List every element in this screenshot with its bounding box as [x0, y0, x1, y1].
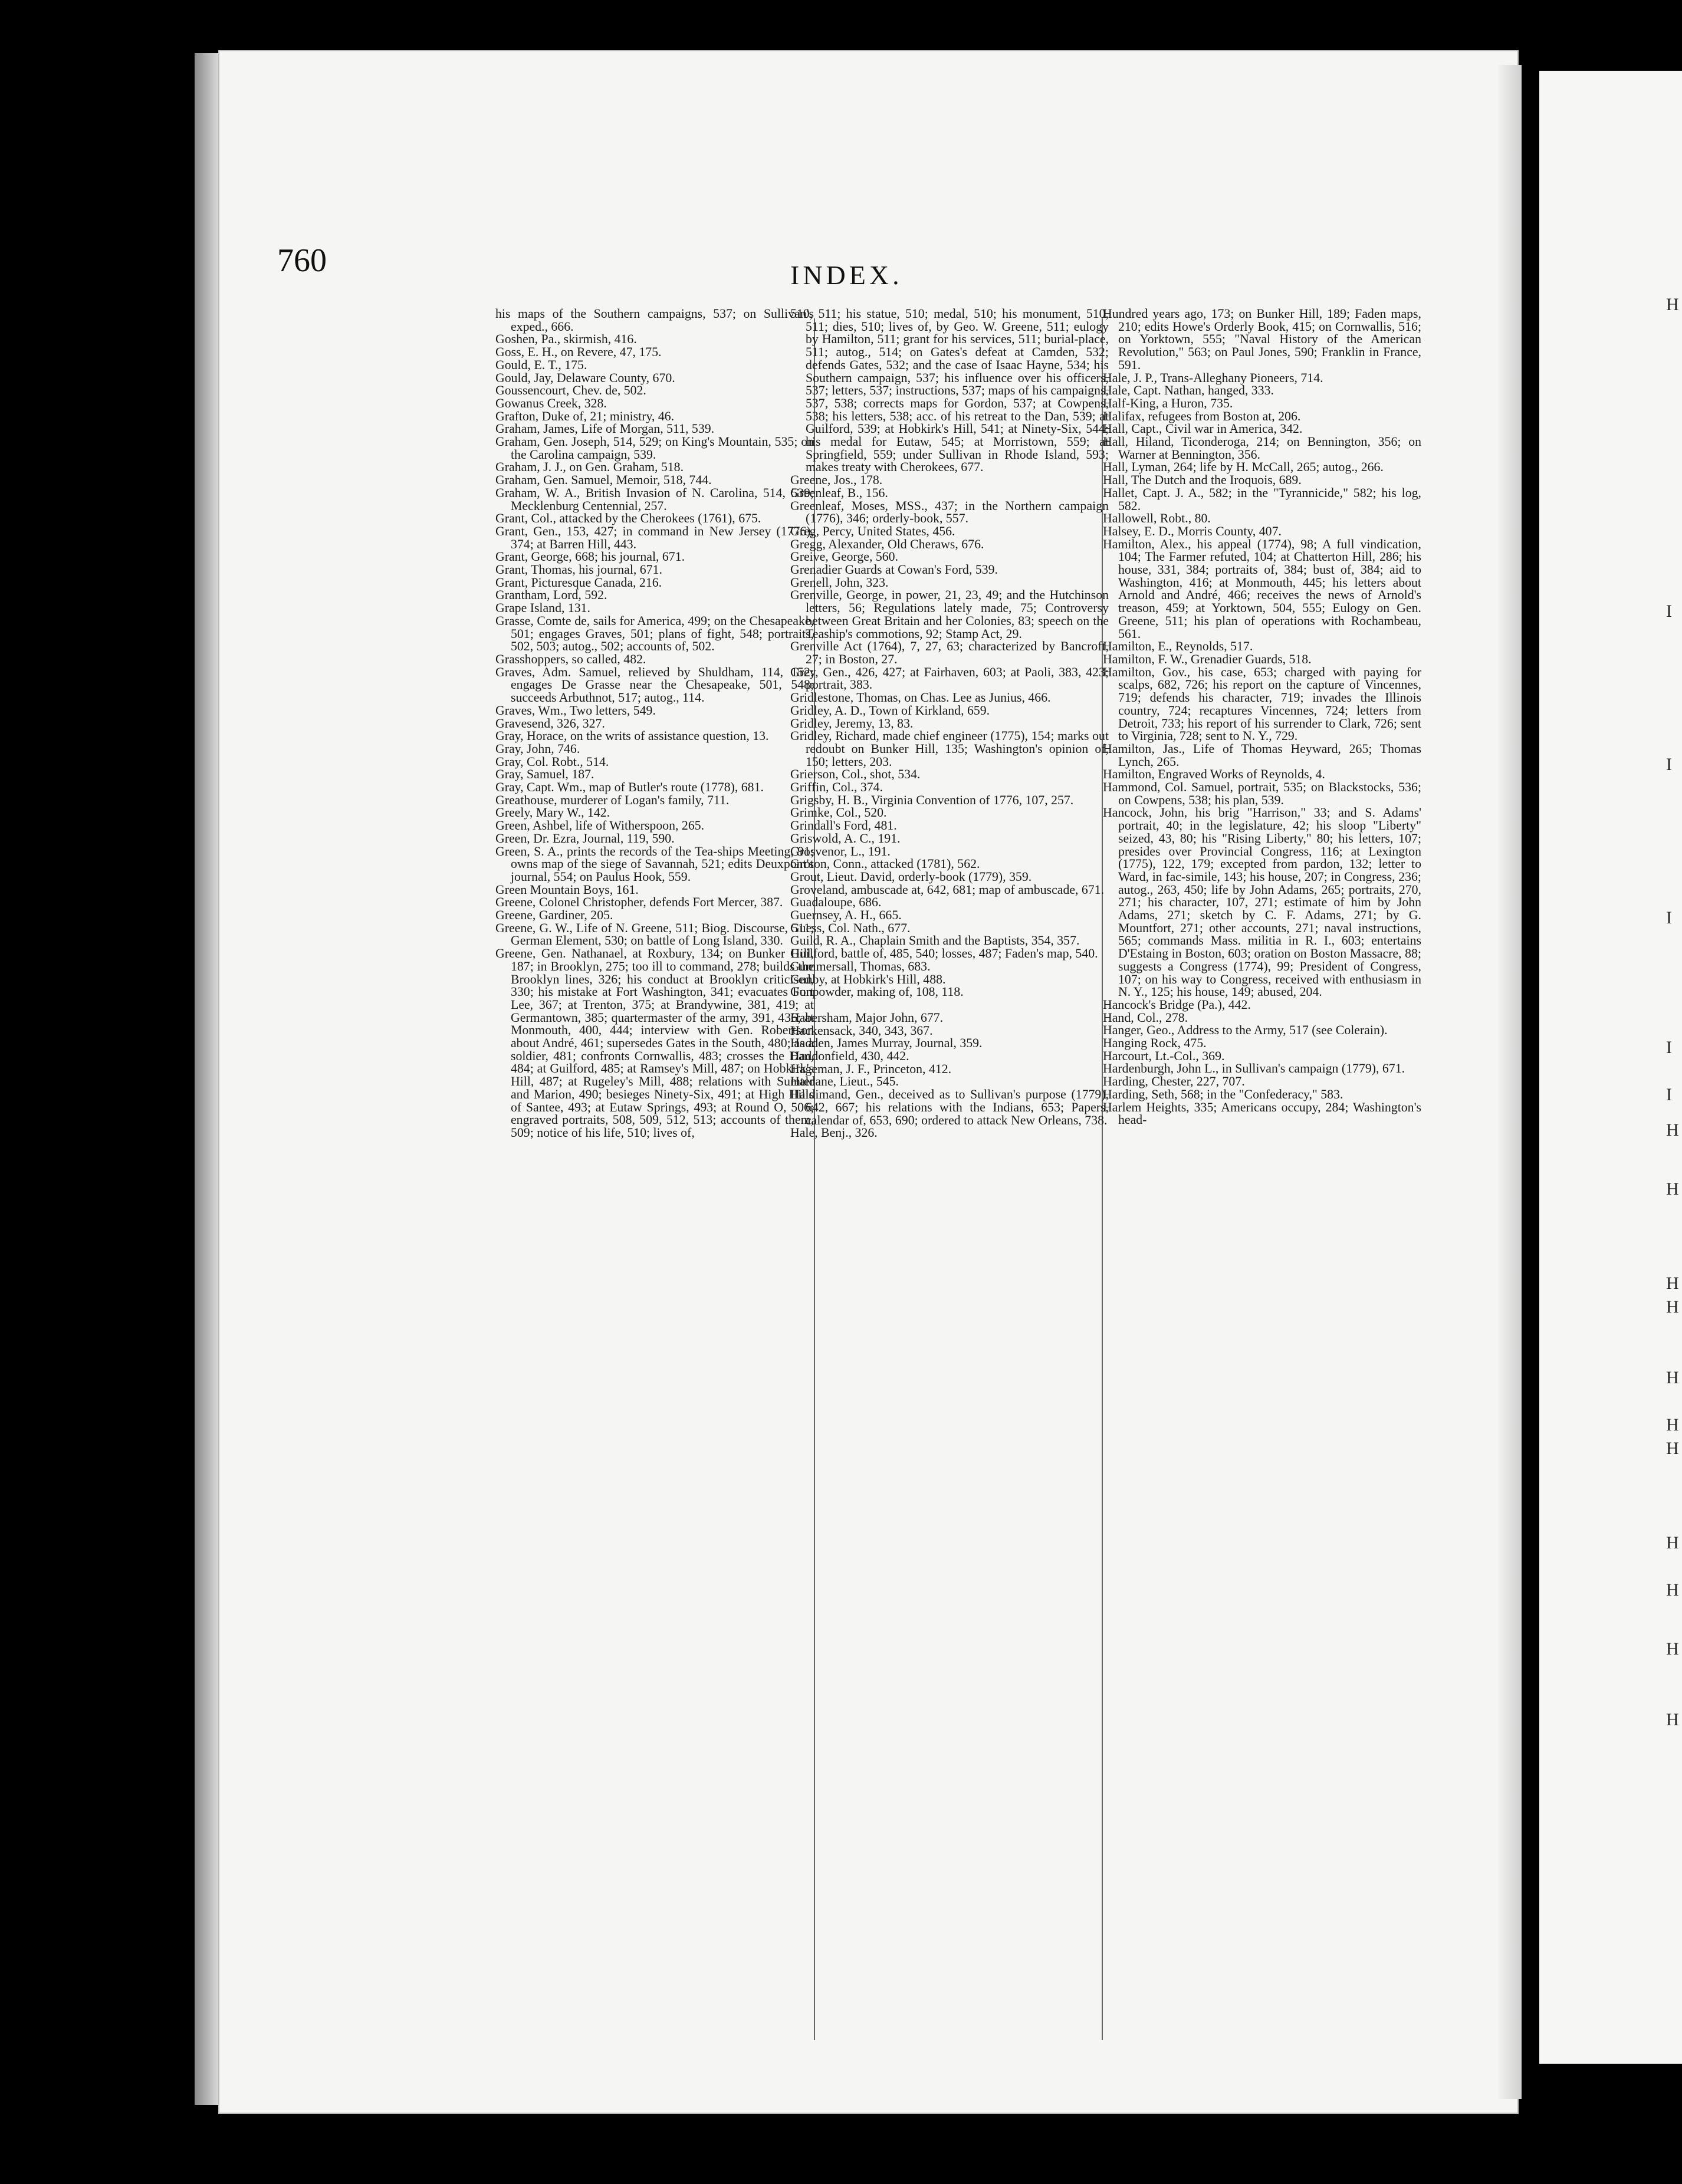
index-entry: Hageman, J. F., Princeton, 412. — [790, 1061, 952, 1076]
facing-page-fragment: I — [1666, 601, 1672, 621]
index-entry: Hale, Benj., 326. — [790, 1126, 878, 1140]
facing-page-fragment: I — [1666, 908, 1672, 927]
index-entry: Greive, George, 560. — [790, 550, 898, 564]
index-entry: Graham, W. A., British Invasion of N. Carolina, 514, 539; Mecklenburg Centennial, 257. — [495, 485, 814, 513]
index-entry: Guadaloupe, 686. — [790, 895, 882, 910]
index-entry: Hall, Hiland, Ticonderoga, 214; on Bennington, 356; on Warner at Bennington, 356. — [1103, 435, 1421, 462]
index-entry: Gregg, Alexander, Old Cheraws, 676. — [790, 537, 984, 551]
index-entry: Griffin, Col., 374. — [790, 780, 883, 795]
facing-page-fragment: H — [1666, 1533, 1679, 1553]
index-entry: Green, Dr. Ezra, Journal, 119, 590. — [495, 831, 675, 846]
index-entry: Hallowell, Robt., 80. — [1103, 511, 1211, 526]
index-entry: Graham, J. J., on Gen. Graham, 518. — [495, 460, 684, 475]
index-entry: Gridlestone, Thomas, on Chas. Lee as Junius, 466. — [790, 690, 1051, 705]
index-entry: Haldimand, Gen., deceived as to Sullivan's purpose (1779), 642, 667; his relations with the Indians, 653; Papers, calendar of, 653, 690; ordered to attack New Orleans, 738. — [790, 1087, 1109, 1127]
index-entry: Greene, Jos., 178. — [790, 473, 883, 488]
index-entry: Gowanus Creek, 328. — [495, 396, 607, 410]
index-entry: Hale, J. P., Trans-Alleghany Pioneers, 714. — [1103, 370, 1323, 385]
index-entry: his maps of the Southern campaigns, 537; on Sullivan's exped., 666. — [495, 307, 814, 334]
index-entry: Hale, Capt. Nathan, hanged, 333. — [1103, 383, 1274, 398]
index-entry: Hamilton, Engraved Works of Reynolds, 4. — [1103, 767, 1325, 782]
index-entry: Grenadier Guards at Cowan's Ford, 539. — [790, 563, 998, 577]
index-entry: Grant, Thomas, his journal, 671. — [495, 563, 662, 577]
index-entry: Gray, Capt. Wm., map of Butler's route (1778), 681. — [495, 780, 764, 795]
facing-page-fragment: H — [1666, 1639, 1679, 1659]
index-column-2 — [790, 308, 1109, 1140]
facing-page-fragment: H — [1666, 1368, 1679, 1387]
index-entry: Grasse, Comte de, sails for America, 499; on the Chesapeake, 501; engages Graves, 501; plans of fight, 548; portraits, 502, 503; autog., 502; accounts of, 502. — [495, 613, 814, 654]
index-entry: Hall, The Dutch and the Iroquois, 689. — [1103, 473, 1302, 488]
index-entry: Hadden, James Murray, Journal, 359. — [790, 1036, 983, 1051]
index-entry: Grant, Col., attacked by the Cherokees (1761), 675. — [495, 511, 761, 526]
index-entry: Guilford, battle of, 485, 540; losses, 487; Faden's map, 540. — [790, 946, 1098, 961]
index-entry: Griswold, A. C., 191. — [790, 831, 901, 846]
facing-page-fragment: H — [1666, 1120, 1679, 1140]
index-entry: Grenville, George, in power, 21, 23, 49; and the Hutchinson letters, 56; Regulations lately made, 75; Controversy between Great Britain and her Colonies, 83; speech on the Teaship's commotions, 92; Stamp Act, 29. — [790, 588, 1109, 641]
index-entry: Grant, Gen., 153, 427; in command in New Jersey (1776), 374; at Barren Hill, 443. — [495, 524, 814, 551]
index-column-3 — [1103, 308, 1421, 1127]
index-entry: Grosvenor, L., 191. — [790, 844, 891, 859]
index-entry: Gould, Jay, Delaware County, 670. — [495, 370, 675, 385]
index-entry: Gunby, at Hobkirk's Hill, 488. — [790, 972, 946, 986]
index-entry: Hall, Lyman, 264; life by H. McCall, 265; autog., 266. — [1103, 460, 1384, 475]
index-entry: Grigsby, H. B., Virginia Convention of 1776, 107, 257. — [790, 792, 1074, 807]
index-entry: Grafton, Duke of, 21; ministry, 46. — [495, 409, 675, 423]
index-entry: Greenleaf, B., 156. — [790, 485, 888, 500]
index-entry: Guild, R. A., Chaplain Smith and the Baptists, 354, 357. — [790, 933, 1080, 948]
index-entry: Grey, Gen., 426, 427; at Fairhaven, 603; at Paoli, 383, 423; portrait, 383. — [790, 665, 1109, 692]
index-entry: Guess, Col. Nath., 677. — [790, 920, 911, 935]
index-entry: Habersham, Major John, 677. — [790, 1010, 944, 1025]
index-entry: Grenville Act (1764), 7, 27, 63; characterized by Bancroft, 27; in Boston, 27. — [790, 639, 1109, 666]
index-entry: Grape Island, 131. — [495, 601, 591, 616]
facing-page-fragment: H — [1666, 1274, 1679, 1293]
index-entry: Gridley, Jeremy, 13, 83. — [790, 716, 914, 731]
index-entry: Graham, Gen. Joseph, 514, 529; on King's Mountain, 535; on the Carolina campaign, 539. — [495, 435, 814, 462]
index-entry: Grasshoppers, so called, 482. — [495, 652, 646, 666]
index-entry: Hallet, Capt. J. A., 582; in the "Tyrannicide," 582; his log, 582. — [1103, 485, 1421, 513]
index-entry: Halsey, E. D., Morris County, 407. — [1103, 524, 1282, 538]
index-entry: Guernsey, A. H., 665. — [790, 908, 902, 923]
index-entry: Grant, Picturesque Canada, 216. — [495, 575, 662, 590]
index-entry: Haldane, Lieut., 545. — [790, 1074, 899, 1089]
facing-page-fragment: H — [1666, 1415, 1679, 1435]
index-entry: Graham, Gen. Samuel, Memoir, 518, 744. — [495, 473, 712, 488]
index-entry: Green Mountain Boys, 161. — [495, 882, 639, 897]
index-entry: Gummersall, Thomas, 683. — [790, 959, 931, 973]
index-entry: Harding, Seth, 568; in the "Confederacy," 583. — [1103, 1087, 1343, 1101]
index-entry: Graham, James, Life of Morgan, 511, 539. — [495, 422, 715, 436]
index-entry: Hundred years ago, 173; on Bunker Hill, 189; Faden maps, 210; edits Howe's Orderly Book, 415; on Cornwallis, 516; on Yorktown, 555; "Naval History of the American Revolution," 563; on Paul Jones, 590; Franklin in France, 591. — [1103, 307, 1421, 372]
index-entry: Gould, E. T., 175. — [495, 357, 587, 372]
index-entry: Grant, George, 668; his journal, 671. — [495, 550, 685, 564]
facing-page-fragment: H — [1666, 1580, 1679, 1600]
index-entry: Greg, Percy, United States, 456. — [790, 524, 955, 538]
index-entry: Hamilton, Alex., his appeal (1774), 98; A full vindication, 104; The Farmer refuted, 104; at Chatterton Hill, 286; his house, 331, 384; portraits of, 384; bust of, 384; aid to Washington, 416; at Monmouth, 445; his letters about Arnold and André, 466; receives the news of Arnold's treason, 459; at Yorktown, 504, 555; Eulogy on Gen. Greene, 511; his plan of operations with Rochambeau, 561. — [1103, 537, 1421, 641]
page-edge — [1498, 65, 1522, 2099]
index-entry: Grimke, Col., 520. — [790, 805, 887, 820]
index-entry: Half-King, a Huron, 735. — [1103, 396, 1233, 410]
facing-page-fragment: I — [1666, 1085, 1672, 1104]
index-entry: Hammond, Col. Samuel, portrait, 535; on Blackstocks, 536; on Cowpens, 538; his plan, 539. — [1103, 780, 1421, 807]
letter-gap — [790, 999, 1109, 1012]
index-entry: Haddonfield, 430, 442. — [790, 1049, 909, 1064]
index-entry: Gray, Samuel, 187. — [495, 767, 594, 782]
index-entry: Hanging Rock, 475. — [1103, 1036, 1207, 1051]
index-entry: Greene, G. W., Life of N. Greene, 511; Biog. Discourse, 511; German Element, 530; on battle of Long Island, 330. — [495, 920, 814, 948]
index-entry: Gray, Horace, on the writs of assistance question, 13. — [495, 729, 769, 744]
index-entry: Hamilton, Jas., Life of Thomas Heyward, 265; Thomas Lynch, 265. — [1103, 741, 1421, 769]
index-entry: Harlem Heights, 335; Americans occupy, 284; Washington's head- — [1103, 1100, 1421, 1127]
index-entry: Gray, John, 746. — [495, 741, 580, 756]
index-entry: Hanger, Geo., Address to the Army, 517 (see Colerain). — [1103, 1023, 1388, 1038]
index-entry: Grout, Lieut. David, orderly-book (1779), 359. — [790, 869, 1032, 884]
index-entry: Hamilton, E., Reynolds, 517. — [1103, 639, 1253, 654]
index-entry: Groton, Conn., attacked (1781), 562. — [790, 857, 980, 871]
facing-page-fragment: H — [1666, 295, 1679, 314]
index-entry: Green, S. A., prints the records of the Tea-ships Meeting, 91; owns map of the siege of Savannah, 521; edits Deuxpont's journal, 554; on Paulus Hook, 559. — [495, 844, 814, 884]
index-entry: 510, 511; his statue, 510; medal, 510; his monument, 510, 511; dies, 510; lives of, by Geo. W. Greene, 511; eulogy by Hamilton, 511; grant for his services, 511; burial-place, 511; autog., 514; on Gates's defeat at Camden, 532; defends Gates, 532; and the case of Isaac Hayne, 534; his Southern campaign, 537; his influence over his officers, 537; letters, 537; instructions, 537; maps of his campaigns, 537, 538; corrects maps for Gordon, 537; at Cowpens, 538; his letters, 538; acc. of his retreat to the Dan, 539; at Guilford, 539; at Hobkirk's Hill, 541; at Ninety-Six, 544; his medal for Eutaw, 545; at Morristown, 559; at Springfield, 559; under Sullivan in Rhode Island, 593; makes treaty with Cherokees, 677. — [790, 307, 1109, 475]
index-entry: Hand, Col., 278. — [1103, 1010, 1188, 1025]
page-number: 760 — [277, 242, 327, 279]
index-entry: Gray, Col. Robt., 514. — [495, 754, 609, 769]
index-entry: Gravesend, 326, 327. — [495, 716, 605, 731]
facing-page-fragment: H — [1666, 1439, 1679, 1458]
index-entry: Greene, Colonel Christopher, defends Fort Mercer, 387. — [495, 895, 783, 910]
index-entry: Goussencourt, Chev. de, 502. — [495, 383, 646, 398]
index-entry: Goshen, Pa., skirmish, 416. — [495, 332, 637, 347]
index-entry: Gridley, A. D., Town of Kirkland, 659. — [790, 703, 990, 718]
index-entry: Greene, Gardiner, 205. — [495, 908, 613, 923]
index-entry: Grindall's Ford, 481. — [790, 818, 897, 833]
index-entry: Hall, Capt., Civil war in America, 342. — [1103, 422, 1303, 436]
index-entry: Grenell, John, 323. — [790, 575, 889, 590]
running-head: INDEX. — [790, 260, 903, 290]
index-entry: Graves, Wm., Two letters, 549. — [495, 703, 656, 718]
index-entry: Hardenburgh, John L., in Sullivan's campaign (1779), 671. — [1103, 1061, 1405, 1076]
index-entry: Greely, Mary W., 142. — [495, 805, 610, 820]
facing-page-fragment: H — [1666, 1179, 1679, 1199]
index-entry: Hamilton, F. W., Grenadier Guards, 518. — [1103, 652, 1312, 666]
index-entry: Groveland, ambuscade at, 642, 681; map of ambuscade, 671. — [790, 882, 1105, 897]
index-entry: Grantham, Lord, 592. — [495, 588, 607, 603]
index-entry: Graves, Adm. Samuel, relieved by Shuldham, 114, 152; engages De Grasse near the Chesapeake, 501, 548; succeeds Arbuthnot, 517; autog., 114. — [495, 665, 814, 705]
index-entry: Hancock's Bridge (Pa.), 442. — [1103, 997, 1251, 1012]
index-entry: Goss, E. H., on Revere, 47, 175. — [495, 345, 662, 360]
index-entry: Hancock, John, his brig "Harrison," 33; and S. Adams' portrait, 40; in the legislature, 42; his sloop "Liberty" seized, 43, 80; his "Rising Liberty," 80; his letters, 107; presides over Provincial Congress, 116; at Lexington (1775), 122, 179; excepted from pardon, 132; letter to Ward, in fac-simile, 143; his house, 207; in Congress, 236; autog., 263, 450; life by John Adams, 265; portraits, 270, 271; his character, 107, 271; estimate of him by John Adams, 271; sketch by C. F. Adams, 271; by G. Mountfort, 271; other accounts, 271; naval instructions, 565; commands Mass. militia in R. I., 603; entertains D'Estaing in Boston, 603; oration on Boston Massacre, 88; suggests a Congress (1774), 99; President of Congress, 107; on his way to Congress, received with enthusiasm in N. Y., 125; his house, 149; abused, 204. — [1103, 805, 1421, 999]
facing-page-fragment: I — [1666, 1038, 1672, 1057]
facing-page-fragment: H — [1666, 1297, 1679, 1317]
index-entry: Harding, Chester, 227, 707. — [1103, 1074, 1245, 1089]
book-spine — [195, 53, 218, 2105]
index-entry: Grierson, Col., shot, 534. — [790, 767, 921, 782]
index-entry: Greene, Gen. Nathanael, at Roxbury, 134; on Bunker Hill, 187; in Brooklyn, 275; too ill to command, 278; builds the Brooklyn lines, 326; his conduct at Brooklyn criticised, 330; his mistake at Fort Washington, 341; evacuates Fort Lee, 367; at Trenton, 375; at Brandywine, 381, 419; at Germantown, 385; quartermaster of the army, 391, 436; at Monmouth, 400, 444; interview with Gen. Robertson about André, 461; supersedes Gates in the South, 480; as a soldier, 481; confronts Cornwallis, 483; crosses the Dan, 484; at Guilford, 485; at Ramsey's Mill, 487; on Hobkirk's Hill, 487; at Rugeley's Mill, 488; relations with Sumter and Marion, 490; besieges Ninety-Six, 491; at High Hills of Santee, 493; at Eutaw Springs, 493; at Round O, 506; engraved portraits, 508, 509, 512, 513; accounts of them, 509; notice of his life, 510; lives of, — [495, 946, 814, 1140]
facing-page-fragment: H — [1666, 1710, 1679, 1729]
index-entry: Harcourt, Lt.-Col., 369. — [1103, 1048, 1225, 1063]
index-entry: Gridley, Richard, made chief engineer (1775), 154; marks out redoubt on Bunker Hill, 135; Washington's opinion of, 150; letters, 203. — [790, 729, 1109, 769]
index-entry: Hackensack, 340, 343, 367. — [790, 1023, 933, 1038]
facing-page-fragment: I — [1666, 755, 1672, 774]
index-entry: Greenleaf, Moses, MSS., 437; in the Northern campaign (1776), 346; orderly-book, 557. — [790, 498, 1109, 526]
index-entry: Greathouse, murderer of Logan's family, 711. — [495, 792, 730, 807]
index-entry: Green, Ashbel, life of Witherspoon, 265. — [495, 818, 705, 833]
index-column-1 — [495, 308, 814, 1140]
index-entry: Halifax, refugees from Boston at, 206. — [1103, 409, 1301, 423]
index-entry: Hamilton, Gov., his case, 653; charged with paying for scalps, 682, 726; his report on the capture of Vincennes, 719; defends his character, 719; invades the Illinois country, 724; recaptures Vincennes, 724; letters from Detroit, 733; his report of his surrender to Clark, 726; sent to Virginia, 728; sent to N. Y., 729. — [1103, 665, 1421, 744]
facing-page — [1539, 71, 1682, 2064]
index-entry: Gunpowder, making of, 108, 118. — [790, 985, 964, 999]
